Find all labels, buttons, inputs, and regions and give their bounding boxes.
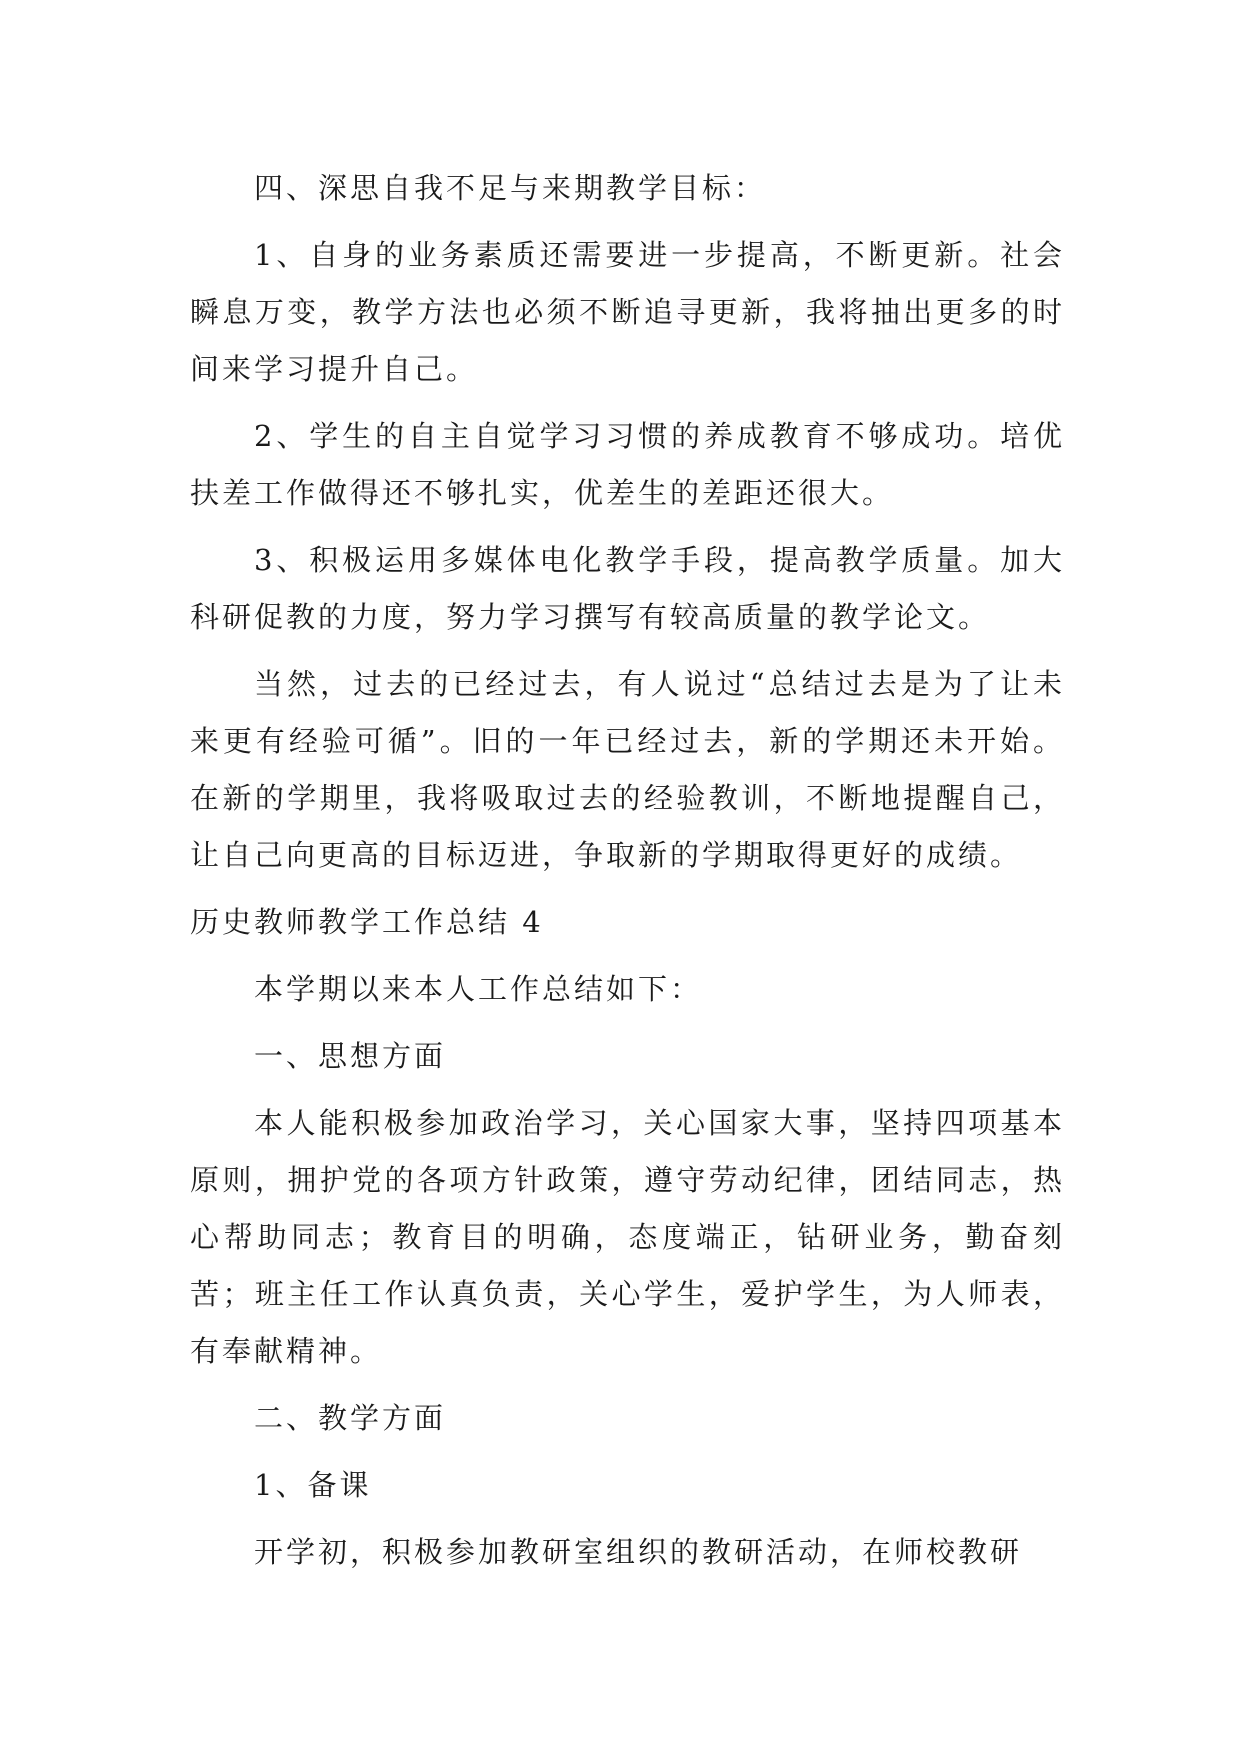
- document-body: [190, 160, 1065, 1591]
- paragraph-conclusion: 当然，过去的已经过去，有人说过“总结过去是为了让未来更有经验可循”。旧的一年已经过去，新的学期还未开始。在新的学期里，我将吸取过去的经验教训，不断地提醒自己，让自己向更高的目标迈进，争取新的学期取得更好的成绩。: [190, 667, 1065, 872]
- paragraph-lesson-prep-body: 开学初，积极参加教研室组织的教研活动，在师校教研: [254, 1535, 1023, 1569]
- paragraph-heading-ideology: 一、思想方面: [254, 1039, 447, 1073]
- paragraph-heading-lesson-prep: 1、备课: [254, 1468, 372, 1502]
- section-title: 历史教师教学工作总结 4: [190, 905, 544, 939]
- paragraph-heading-shortcomings-goals: 四、深思自我不足与来期教学目标：: [254, 171, 767, 205]
- paragraph-study-habits: 2、学生的自主自觉学习习惯的养成教育不够成功。培优扶差工作做得还不够扎实，优差生的差距还很大。: [190, 419, 1065, 510]
- paragraph-professional-quality: 1、自身的业务素质还需要进一步提高，不断更新。社会瞬息万变，教学方法也必须不断追寻更新，我将抽出更多的时间来学习提升自己。: [190, 238, 1065, 386]
- paragraph-heading-teaching: 二、教学方面: [254, 1401, 447, 1435]
- paragraph-ideology-body: 本人能积极参加政治学习，关心国家大事，坚持四项基本原则，拥护党的各项方针政策，遵守劳动纪律，团结同志，热心帮助同志；教育目的明确，态度端正，钻研业务，勤奋刻苦；班主任工作认真负责，关心学生，爱护学生，为人师表，有奉献精神。: [190, 1106, 1065, 1368]
- paragraph-summary-intro: 本学期以来本人工作总结如下：: [254, 972, 703, 1006]
- paragraph-multimedia-teaching: 3、积极运用多媒体电化教学手段，提高教学质量。加大科研促教的力度，努力学习撰写有较高质量的教学论文。: [190, 543, 1065, 634]
